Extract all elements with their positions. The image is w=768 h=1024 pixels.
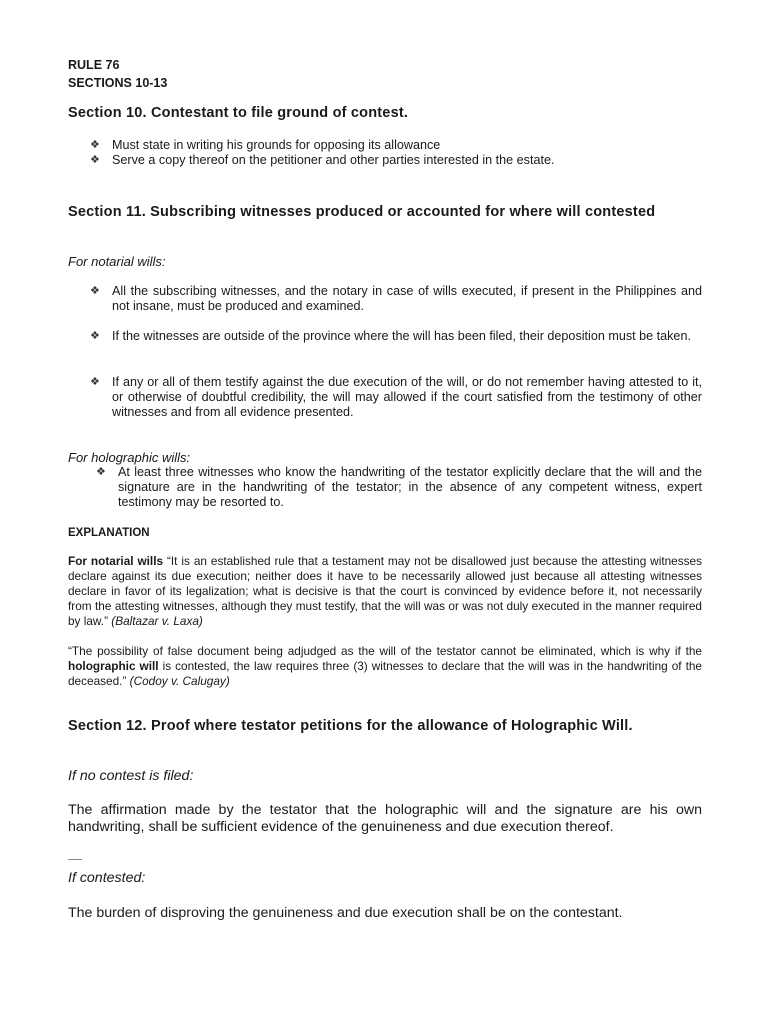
s11-notarial-bullet-2: ❖ If the witnesses are outside of the province where the will has been filed, their deposition must be taken. <box>90 329 691 343</box>
holographic-will-bold: holographic will <box>68 659 159 673</box>
s11-notarial-bullet-1: ❖ All the subscribing witnesses, and the notary in case of wills executed, if present in the Philippines and not insane, must be produced and examined. <box>90 284 702 313</box>
citation-baltazar: (Baltazar v. Laxa) <box>111 614 203 628</box>
notarial-wills-bold: For notarial wills <box>68 554 164 568</box>
section-10-title: Section 10. Contestant to file ground of contest. <box>68 105 409 121</box>
rule-heading: RULE 76 <box>68 58 120 72</box>
contested-paragraph: The burden of disproving the genuineness and due execution shall be on the contestant. <box>68 905 623 921</box>
holographic-wills-label: For holographic wills: <box>68 450 191 465</box>
s10-bullet-1: ❖ Must state in writing his grounds for opposing its allowance <box>90 138 441 152</box>
diamond-bullet-icon: ❖ <box>96 466 106 478</box>
explanation-notarial-paragraph: For notarial wills “It is an established rule that a testament may not be disallowed just because the attesting witnesses declare against its due execution; neither does it have to be necessarily allowed just because all attesting witnesses declare in favor of its legalization; what is decisive is that the court is convinced by evidence before it, not necessarily from the attesting witnesses, although they must testify, that the will was or was not duly executed in the manner required by law.” (Baltazar v. Laxa) <box>68 554 702 628</box>
diamond-bullet-icon: ❖ <box>90 376 100 388</box>
notarial-wills-label: For notarial wills: <box>68 254 166 269</box>
diamond-bullet-icon: ❖ <box>90 154 100 166</box>
explanation-holographic-paragraph: “The possibility of false document being adjudged as the will of the testator cannot be eliminated, which is why if the holographic will is contested, the law requires three (3) witnesses to declare that the will was in the handwriting of the deceased.” (Codoy v. Calugay) <box>68 644 702 688</box>
diamond-bullet-icon: ❖ <box>90 285 100 297</box>
s11-notarial-bullet-3: ❖ If any or all of them testify against the due execution of the will, or do not remember having attested to it, or otherwise of doubtful credibility, the will may allowed if the court satisfied from the testimony of other witnesses and from all evidence presented. <box>90 375 702 419</box>
explanation-heading: EXPLANATION <box>68 527 150 539</box>
diamond-bullet-icon: ❖ <box>90 330 100 342</box>
no-contest-label: If no contest is filed: <box>68 768 194 784</box>
s11-holographic-bullet-1: ❖ At least three witnesses who know the handwriting of the testator explicitly declare that the will and the signature are in the handwriting of the testator; in the absence of any competent witness, expert testimony may be resorted to. <box>96 465 702 509</box>
section-11-title: Section 11. Subscribing witnesses produced or accounted for where will contested <box>68 204 656 220</box>
divider <box>68 859 82 860</box>
citation-codoy: (Codoy v. Calugay) <box>129 674 230 688</box>
contested-label: If contested: <box>68 870 146 886</box>
sections-heading: SECTIONS 10-13 <box>68 76 168 90</box>
s10-bullet-2: ❖ Serve a copy thereof on the petitioner and other parties interested in the estate. <box>90 153 555 167</box>
diamond-bullet-icon: ❖ <box>90 139 100 151</box>
section-12-title: Section 12. Proof where testator petitions for the allowance of Holographic Will. <box>68 718 633 734</box>
no-contest-paragraph: The affirmation made by the testator that the holographic will and the signature are his own handwriting, shall be sufficient evidence of the genuineness and due execution thereof. <box>68 802 702 835</box>
